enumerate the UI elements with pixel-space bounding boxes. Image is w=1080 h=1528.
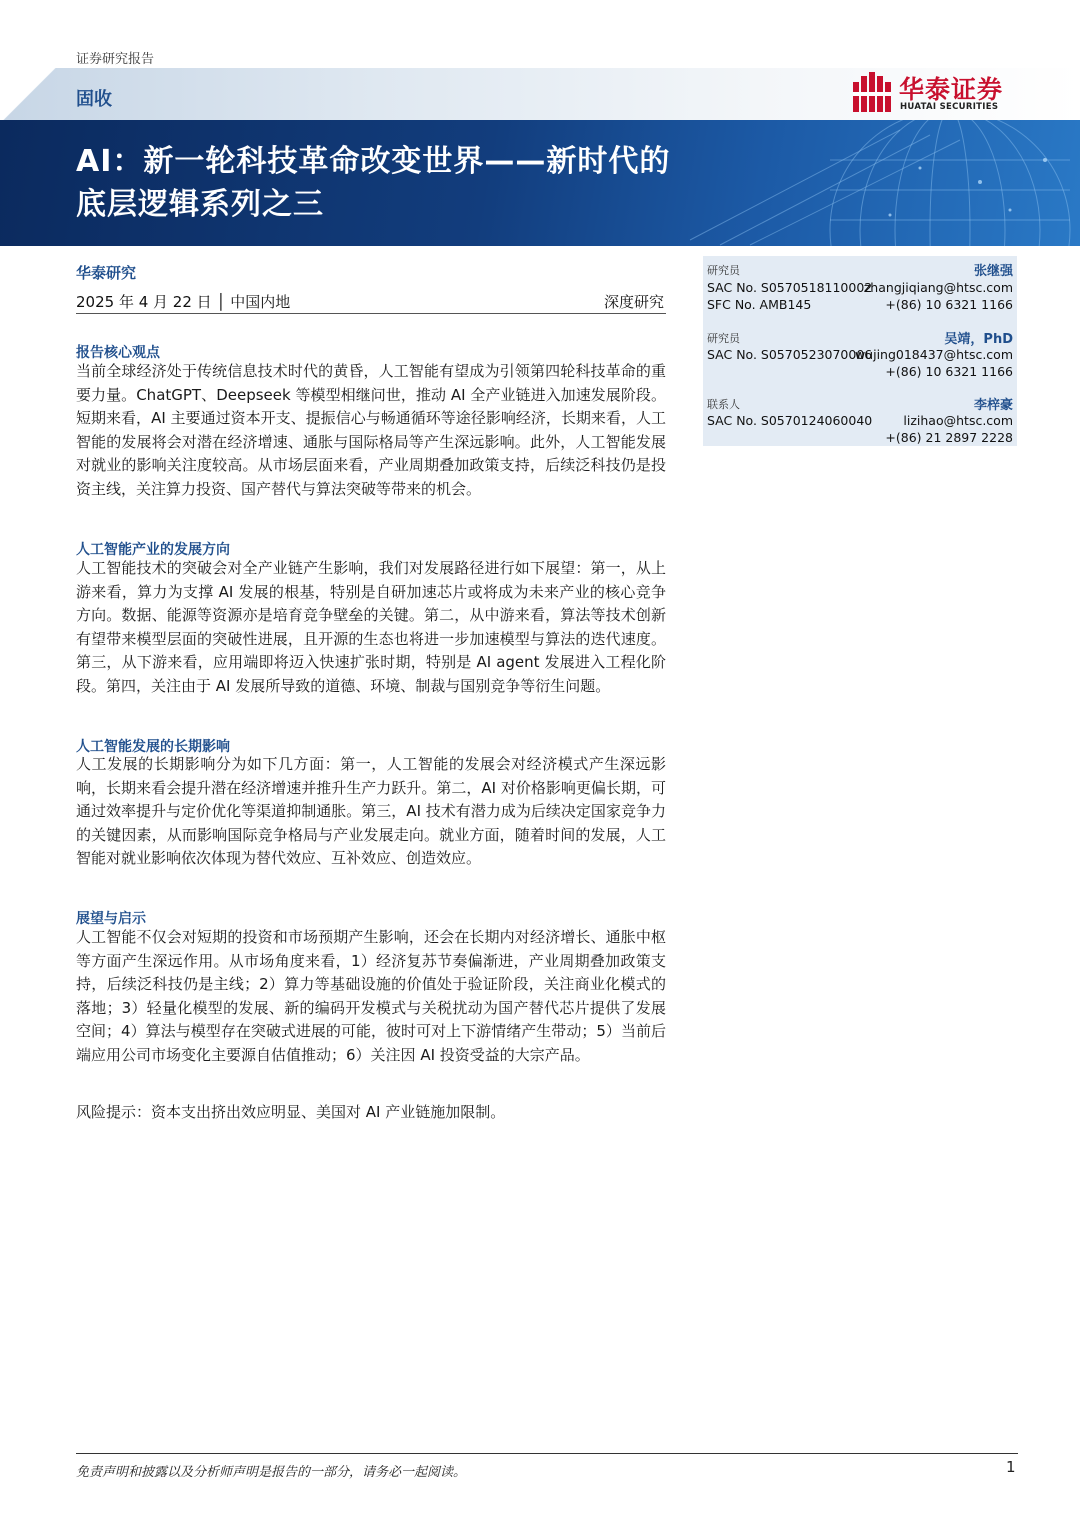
section-heading: 人工智能发展的长期影响	[76, 739, 230, 755]
report-title: AI：新一轮科技革命改变世界——新时代的底层逻辑系列之三	[76, 144, 671, 222]
analyst-role: 研究员	[707, 264, 740, 277]
analyst-email[interactable]: lizihao@htsc.com	[903, 413, 1013, 428]
huatai-logo-icon	[853, 72, 891, 112]
org-label: 华泰研究	[76, 264, 137, 282]
analyst-name: 吴靖，PhD	[944, 332, 1013, 347]
analyst-email[interactable]: zhangjiqiang@htsc.com	[863, 280, 1013, 295]
analyst-name: 张继强	[973, 264, 1013, 279]
analyst-name: 李梓豪	[973, 398, 1013, 413]
analyst-sac: SAC No. S0570523070006	[707, 347, 873, 362]
globe-graphic	[650, 120, 1080, 246]
analyst-sac: SAC No. S0570124060040	[707, 413, 873, 428]
section-body: 当前全球经济处于传统信息技术时代的黄昏，人工智能有望成为引领第四轮科技革命的重要力量。ChatGPT、Deepseek 等模型相继问世，推动 AI 全产业链进入加速发展阶段。短期来看，AI 主要通过资本开支、提振信心与畅通循环等途径影响经济，长期来看，人工智能的发展将会对潜在经济增速、通胀与国际格局等产生深远影响。此外，人工智能发展对就业的影响关注度较高。从市场层面来看，产业周期叠加政策支持，后续泛科技仍是投资主线，关注算力投资、国产替代与算法突破等带来的机会。	[76, 362, 666, 498]
meta-row	[76, 291, 666, 314]
analyst-email[interactable]: wujing018437@htsc.com	[854, 347, 1013, 362]
analyst-phone: +(86) 21 2897 2228	[885, 430, 1013, 445]
section-heading: 人工智能产业的发展方向	[76, 542, 230, 558]
section-body: 人工智能技术的突破会对全产业链产生影响，我们对发展路径进行如下展望：第一，从上游来看，算力为支撑 AI 发展的根基，特别是自研加速芯片或将成为未来产业的核心竞争方向。数据、能源等资源亦是培育竞争壁垒的关键。第二，从中游来看，算法等技术创新有望带来模型层面的突破性进展，且开源的生态也将进一步加速模型与算法的迭代速度。第三，从下游来看，应用端即将迈入快速扩张时期，特别是 AI agent 发展进入工程化阶段。第四，关注由于 AI 发展所导致的道德、环境、制裁与国别竞争等衍生问题。	[76, 559, 666, 695]
category-label: 固收	[76, 89, 112, 110]
section-heading: 展望与启示	[76, 911, 146, 927]
section-body: 人工智能不仅会对短期的投资和市场预期产生影响，还会在长期内对经济增长、通胀中枢等方面产生深远作用。从市场角度来看，1）经济复苏节奏偏渐进，产业周期叠加政策支持，后续泛科技仍是主线；2）算力等基础设施的价值处于验证阶段，关注商业化模式的落地；3）轻量化模型的发展、新的编码开发模式与关税扰动为国产替代芯片提供了发展空间；4）算法与模型存在突破式进展的可能，彼时可对上下游情绪产生带动；5）当前后端应用公司市场变化主要源自估值推动；6）关注因 AI 投资受益的大宗产品。	[76, 928, 666, 1064]
analyst-role: 联系人	[707, 398, 740, 411]
logo-text-en: HUATAI SECURITIES	[900, 102, 999, 112]
footer-disclaimer: 免责声明和披露以及分析师声明是报告的一部分，请务必一起阅读。	[76, 1465, 467, 1480]
section-heading: 报告核心观点	[76, 345, 160, 361]
analyst-role: 研究员	[707, 332, 740, 345]
logo-text-cn: 华泰证券	[899, 75, 1004, 104]
analyst-sfc: SFC No. AMB145	[707, 297, 812, 312]
report-kind: 深度研究	[603, 293, 664, 311]
analyst-phone: +(86) 10 6321 1166	[885, 297, 1013, 312]
analyst-phone: +(86) 10 6321 1166	[885, 364, 1013, 379]
risk-notice: 风险提示：资本支出挤出效应明显、美国对 AI 产业链施加限制。	[76, 1103, 506, 1121]
analyst-sac: SAC No. S0570518110002	[707, 280, 873, 295]
section-body: 人工发展的长期影响分为如下几方面：第一，人工智能的发展会对经济模式产生深远影响，长期来看会提升潜在经济增速并推升生产力跃升。第二，AI 对价格影响更偏长期，可通过效率提升与定价优化等渠道抑制通胀。第三，AI 技术有潜力成为后续决定国家竞争力的关键因素，从而影响国际竞争格局与产业发展走向。就业方面，随着时间的发展，人工智能对就业影响依次体现为替代效应、互补效应、创造效应。	[76, 755, 666, 867]
footer-divider	[76, 1453, 1018, 1454]
analyst-box	[703, 256, 1017, 446]
report-type: 证券研究报告	[76, 52, 155, 67]
huatai-logo	[853, 70, 1023, 116]
page-number: 1	[1006, 1458, 1016, 1476]
title-band	[0, 120, 1080, 246]
report-date: 2025 年 4 月 22 日 │ 中国内地	[76, 293, 291, 311]
